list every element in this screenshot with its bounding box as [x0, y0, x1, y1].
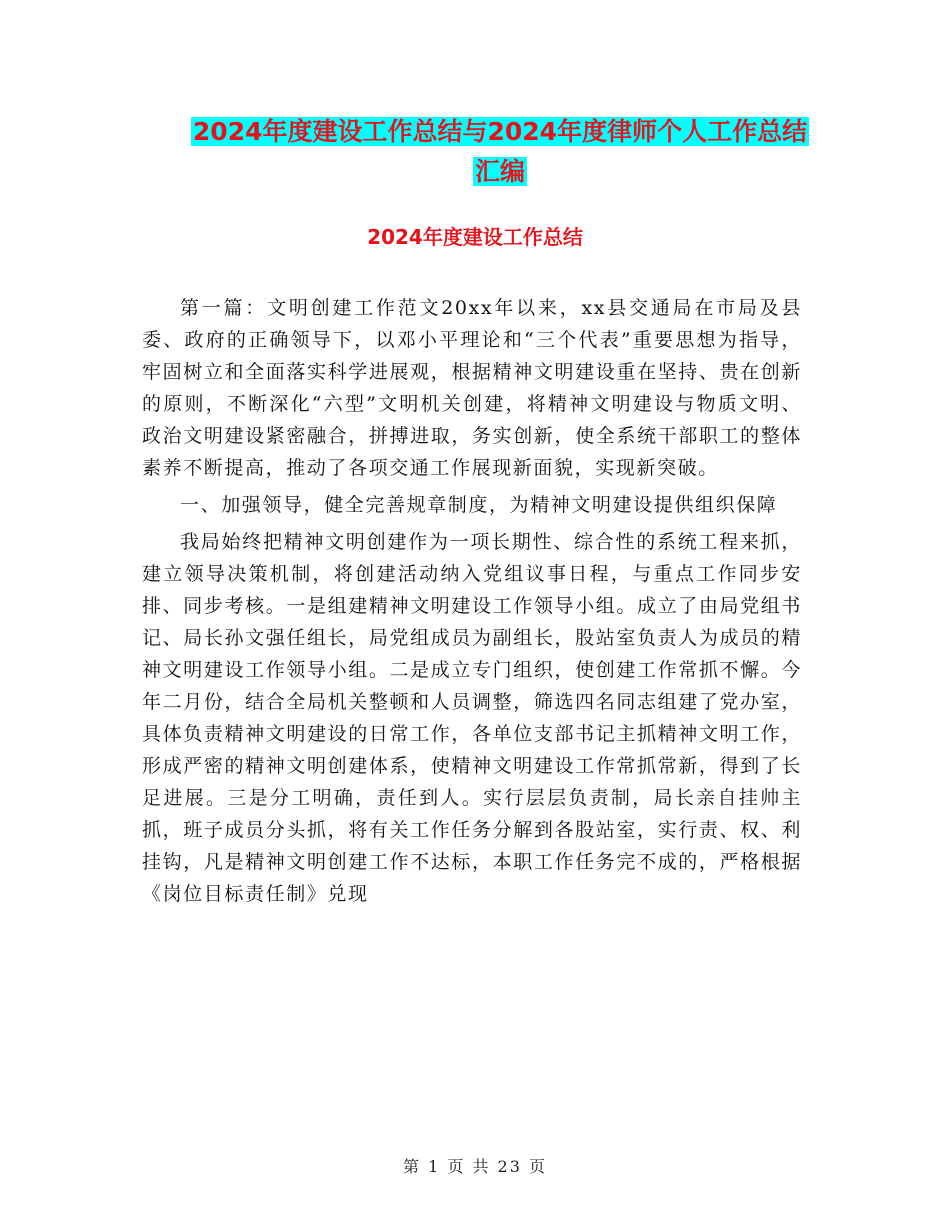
document-title-line2: 汇编: [474, 157, 525, 186]
paragraph-heading-1: 一、加强领导，健全完善规章制度，为精神文明建设提供组织保障: [180, 494, 778, 516]
section-title: 2024年度建设工作总结: [367, 225, 583, 249]
paragraph-intro: 第一篇：文明创建工作范文20xx年以来，xx县交通局在市局及县委、政府的正确领导下，以邓小平理论和“三个代表”重要思想为指导，牢固树立和全面落实科学进展观，根据精神文明建设重在坚持、贵在创新的原则，不断深化“六型”文明机关创建，将精神文明建设与物质文明、政治文明建设紧密融合，拼搏进取，务实创新，使全系统干部职工的整体素养不断提高，推动了各项交通工作展现新面貌，实现新突破。: [142, 297, 802, 479]
page-number-footer: 第 1 页 共 23 页: [403, 1157, 547, 1176]
document-title: [140, 112, 860, 192]
paragraph-body-1: 我局始终把精神文明创建作为一项长期性、综合性的系统工程来抓，建立领导决策机制，将创建活动纳入党组议事日程，与重点工作同步安排、同步考核。一是组建精神文明建设工作领导小组。成立了由局党组书记、局长孙文强任组长，局党组成员为副组长，股站室负责人为成员的精神文明建设工作领导小组。二是成立专门组织，使创建工作常抓不懈。今年二月份，结合全局机关整顿和人员调整，筛选四名同志组建了党办室，具体负责精神文明建设的日常工作，各单位支部书记主抓精神文明工作，形成严密的精神文明创建体系，使精神文明建设工作常抓常新，得到了长足进展。三是分工明确，责任到人。实行层层负责制，局长亲自挂帅主抓，班子成员分头抓，将有关工作任务分解到各股站室，实行责、权、利挂钩，凡是精神文明创建工作不达标，本职工作任务完不成的，严格根据《岗位目标责任制》兑现: [142, 531, 802, 905]
document-title-line1: 2024年度建设工作总结与2024年度律师个人工作总结: [192, 117, 808, 146]
document-body: [142, 292, 802, 915]
